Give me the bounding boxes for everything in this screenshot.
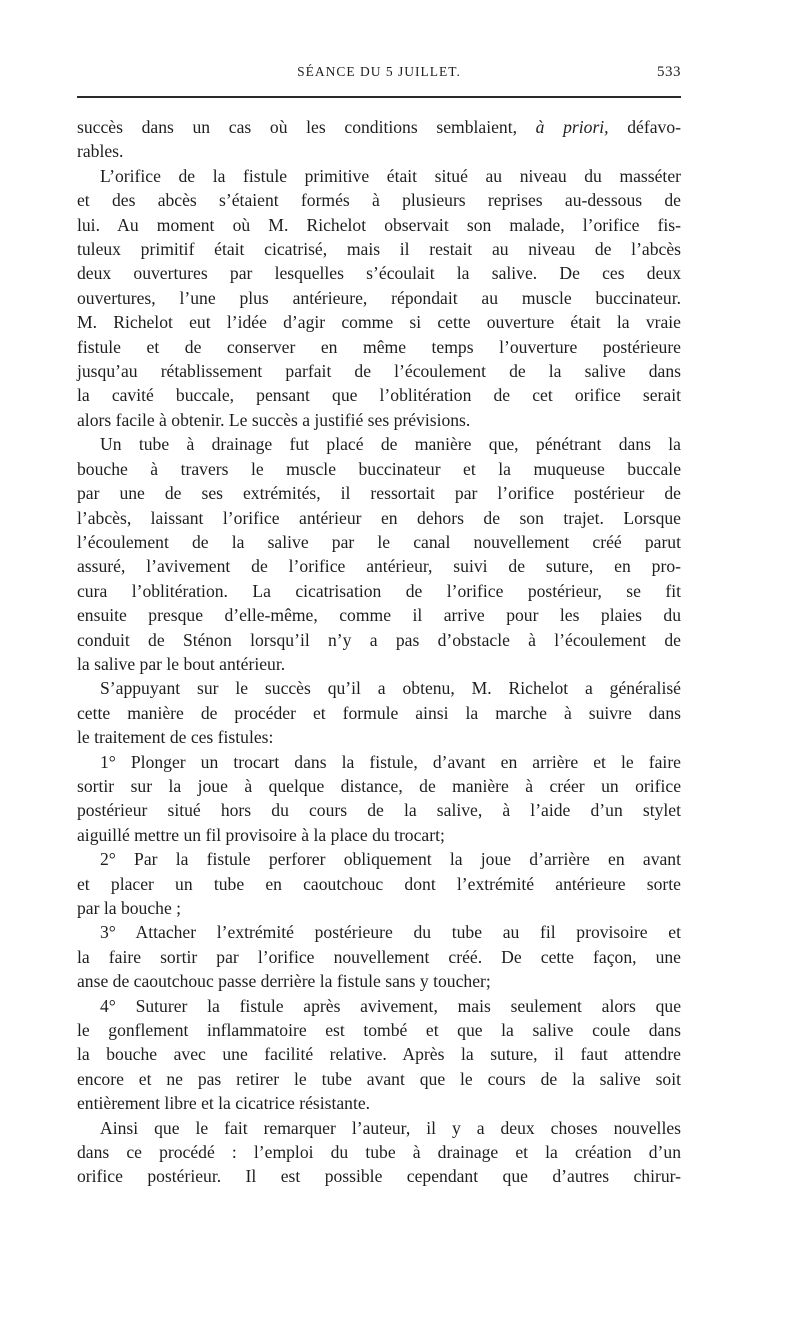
text-line: entièrement libre et la cicatrice résistante. — [77, 1093, 371, 1114]
body-text — [77, 115, 681, 1189]
text-line: L’orifice de la fistule primitive était situé au niveau du masséter — [100, 165, 681, 186]
text-line: conduit de Sténon lorsqu’il n’y a pas d’obstacle à l’écoulement de — [77, 629, 681, 650]
running-title: SÉANCE DU 5 JUILLET. — [297, 64, 461, 79]
text-line: le gonflement inflammatoire est tombé et que la salive coule dans — [77, 1020, 681, 1041]
text-line: assuré, l’avivement de l’orifice antérieur, suivi de suture, en pro- — [77, 556, 681, 577]
text-line: S’appuyant sur le succès qu’il a obtenu, M. Richelot a généralisé — [100, 678, 681, 699]
header-rule — [77, 96, 681, 98]
text-line: deux ouvertures par lesquelles s’écoulait la salive. De ces deux — [77, 263, 681, 284]
text-line: la bouche avec une facilité relative. Après la suture, il faut attendre — [77, 1044, 681, 1065]
text-line: anse de caoutchouc passe derrière la fistule sans y toucher; — [77, 971, 491, 992]
text-line: l’écoulement de la salive par le canal nouvellement créé parut — [77, 531, 681, 552]
text-line: 3° Attacher l’extrémité postérieure du tube au fil provisoire et — [100, 922, 681, 943]
text-line: et placer un tube en caoutchouc dont l’extrémité antérieure sorte — [77, 873, 681, 894]
text-line: tuleux primitif était cicatrisé, mais il restait au niveau de l’abcès — [77, 239, 681, 260]
text-line: 2° Par la fistule perforer obliquement la joue d’arrière en avant — [100, 849, 681, 870]
text-line: M. Richelot eut l’idée d’agir comme si cette ouverture était la vraie — [77, 312, 681, 333]
text-line: fistule et de conserver en même temps l’ouverture postérieure — [77, 336, 681, 357]
text-line: la faire sortir par l’orifice nouvellement créé. De cette façon, une — [77, 946, 681, 967]
text-line: postérieur situé hors du cours de la salive, à l’aide d’un stylet — [77, 800, 681, 821]
text-line: par une de ses extrémités, il ressortait par l’orifice postérieur de — [77, 483, 681, 504]
text-line: cette manière de procéder et formule ainsi la marche à suivre dans — [77, 702, 681, 723]
page-header — [77, 64, 681, 86]
text-line: 1° Plonger un trocart dans la fistule, d’avant en arrière et le faire — [100, 751, 681, 772]
text-line: dans ce procédé : l’emploi du tube à drainage et la création d’un — [77, 1142, 681, 1163]
text-line: rables. — [77, 141, 124, 162]
text-line: l’abcès, laissant l’orifice antérieur en dehors de son trajet. Lorsque — [77, 507, 681, 528]
text-line: ensuite presque d’elle-même, comme il arrive pour les plaies du — [77, 605, 681, 626]
text-line: bouche à travers le muscle buccinateur et la muqueuse buccale — [77, 458, 681, 479]
text-line: succès dans un cas où les conditions semblaient, à priori, défavo- — [77, 117, 681, 137]
text-line: aiguillé mettre un fil provisoire à la place du trocart; — [77, 824, 445, 845]
text-line: orifice postérieur. Il est possible cependant que d’autres chirur- — [77, 1166, 681, 1187]
text-line: ouvertures, l’une plus antérieure, répondait au muscle buccinateur. — [77, 287, 681, 308]
page-number: 533 — [657, 64, 681, 80]
text-line: 4° Suturer la fistule après avivement, mais seulement alors que — [100, 995, 681, 1016]
text-line: sortir sur la joue à quelque distance, de manière à créer un orifice — [77, 775, 681, 796]
text-line: encore et ne pas retirer le tube avant que le cours de la salive soit — [77, 1068, 681, 1089]
text-line: Ainsi que le fait remarquer l’auteur, il y a deux choses nouvelles — [100, 1117, 681, 1138]
text-line: alors facile à obtenir. Le succès a justifié ses prévisions. — [77, 409, 471, 430]
text-line: le traitement de ces fistules: — [77, 727, 274, 748]
text-line: lui. Au moment où M. Richelot observait son malade, l’orifice fis- — [77, 214, 681, 235]
text-line: Un tube à drainage fut placé de manière que, pénétrant dans la — [100, 434, 681, 455]
text-line: et des abcès s’étaient formés à plusieurs reprises au-dessous de — [77, 190, 681, 211]
text-line: jusqu’au rétablissement parfait de l’écoulement de la salive dans — [77, 361, 681, 382]
text-line: la cavité buccale, pensant que l’oblitération de cet orifice serait — [77, 385, 681, 406]
text-line: cura l’oblitération. La cicatrisation de l’orifice postérieur, se fit — [77, 580, 681, 601]
text-line: par la bouche ; — [77, 898, 182, 918]
text-line: la salive par le bout antérieur. — [77, 653, 286, 674]
